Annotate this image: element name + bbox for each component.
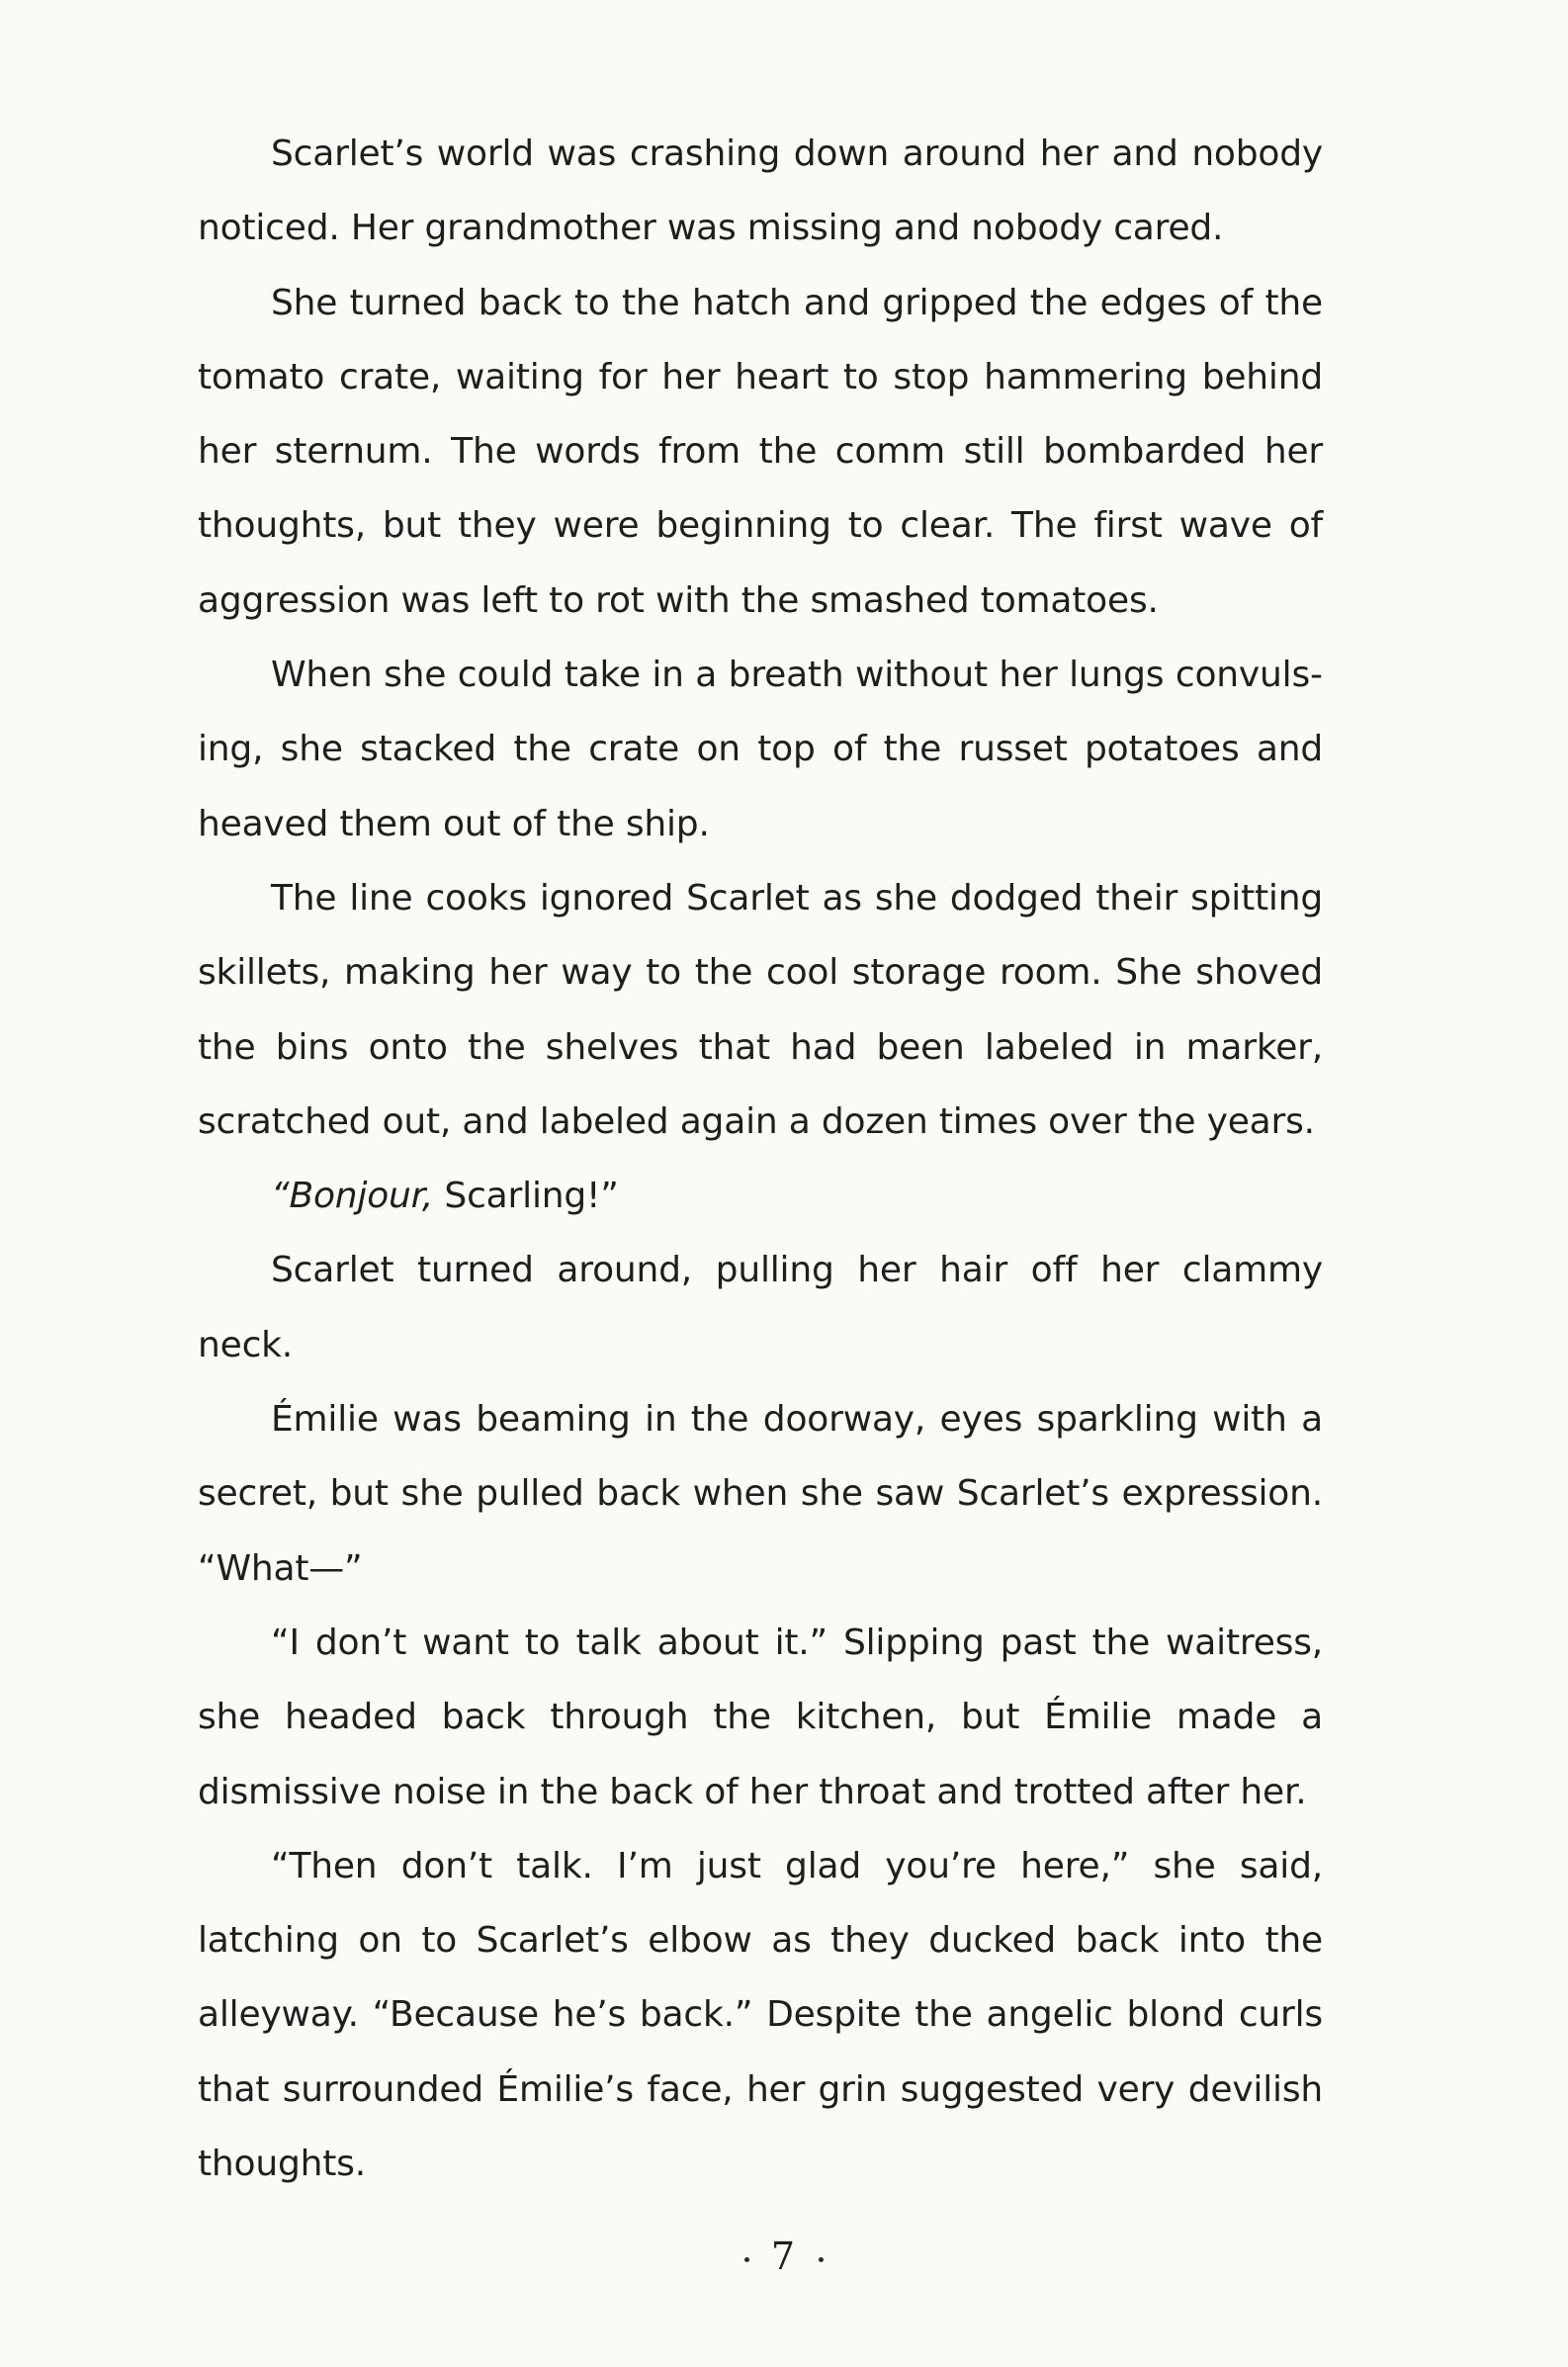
paragraph: Scarlet’s world was crashing down around her and nobody noticed. Her grandmother was missing and nobody cared.	[198, 133, 1323, 249]
paragraph: When she could take in a breath without her lungs convulsing, she stacked the crate on top of the russet potatoes and heaved them out of the ship.	[198, 655, 1323, 844]
paragraph: She turned back to the hatch and gripped the edges of the tomato crate, waiting for her heart to stop hammering behind her sternum. The words from the comm still bombarded her thoughts, but they were beginning to clear. The first wave of aggression was left to rot with the smashed tomatoes.	[198, 282, 1323, 621]
paragraph: Émilie was beaming in the doorway, eyes sparkling with a secret, but she pulled back when she saw Scarlet’s expression. “What—”	[198, 1399, 1323, 1589]
greeting-italic: “Bonjour,	[271, 1176, 434, 1217]
page-number-footer	[0, 2235, 1568, 2278]
paragraph: The line cooks ignored Scarlet as she dodged their spitting skillets, making her way to the cool storage room. She shoved the bins onto the shelves that had been labeled in marker, scratched out, and labeled again a dozen times over the years.	[198, 877, 1323, 1142]
folio-dot-left	[744, 2257, 749, 2262]
body-text	[198, 117, 1323, 2201]
page-number: 7	[770, 2235, 798, 2278]
greeting-rest: Scarling!”	[433, 1176, 619, 1217]
folio-dot-right	[819, 2257, 824, 2262]
greeting-paragraph	[198, 1159, 1323, 1233]
paragraph: “Then don’t talk. I’m just glad you’re here,” she said, latching on to Scarlet’s elbow as they ducked back into the alleyway. “Because he’s back.” Despite the angelic blond curls that surrounded Émilie’s face, her grin suggested very devilish thoughts.	[198, 1845, 1323, 2185]
paragraph: Scarlet turned around, pulling her hair off her clammy neck.	[198, 1250, 1323, 1365]
paragraph: “I don’t want to talk about it.” Slipping past the waitress, she headed back through the kitchen, but Émilie made a dismissive noise in the back of her throat and trotted after her.	[198, 1622, 1323, 1812]
